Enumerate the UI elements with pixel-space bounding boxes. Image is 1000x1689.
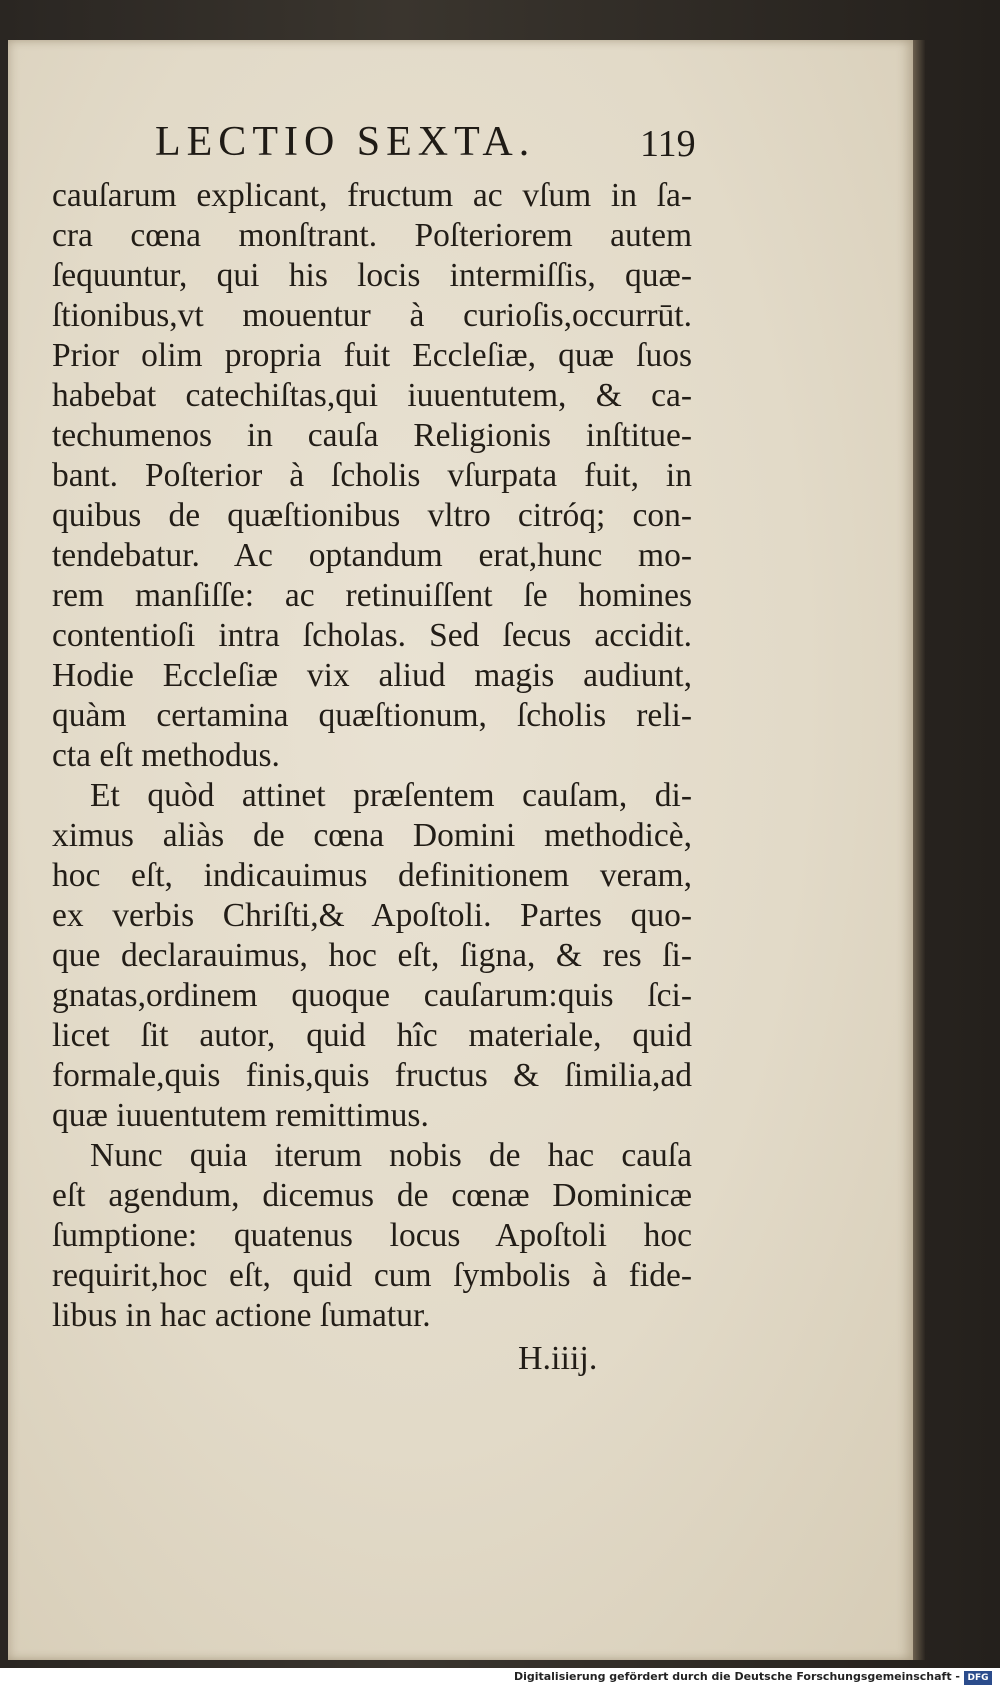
text-line: licet ſit autor, quid hîc materiale, quid xyxy=(52,1017,692,1054)
footer-bar xyxy=(0,1668,1000,1689)
text-line: cauſarum explicant, fructum ac vſum in ſa- xyxy=(52,177,692,214)
dfg-logo-icon: DFG xyxy=(964,1671,992,1685)
text-line: quàm certamina quæſtionum, ſcholis reli- xyxy=(52,697,692,734)
text-line: Nunc quia iterum nobis de hac cauſa xyxy=(90,1137,692,1174)
text-line: bant. Poſterior à ſcholis vſurpata fuit, in xyxy=(52,457,692,494)
text-line: ſtionibus,vt mouentur à curioſis,occurrūt. xyxy=(52,297,692,334)
text-line: tendebatur. Ac optandum erat,hunc mo- xyxy=(52,537,692,574)
text-line: Hodie Eccleſiæ vix aliud magis audiunt, xyxy=(52,657,692,694)
text-line: rem manſiſſe: ac retinuiſſent ſe homines xyxy=(52,577,692,614)
text-line: techumenos in cauſa Religionis inſtitue- xyxy=(52,417,692,454)
text-line: cra cœna monſtrant. Poſteriorem autem xyxy=(52,217,692,254)
text-line: requirit,hoc eſt, quid cum ſymbolis à fide- xyxy=(52,1257,692,1294)
text-line: libus in hac actione ſumatur. xyxy=(52,1297,431,1334)
text-line: ximus aliàs de cœna Domini methodicè, xyxy=(52,817,692,854)
page-header xyxy=(55,118,696,178)
text-line: que declarauimus, hoc eſt, ſigna, & res ſi- xyxy=(52,937,692,974)
text-line: quæ iuuentutem remittimus. xyxy=(52,1097,429,1134)
text-line: ſequuntur, qui his locis intermiſſis, quæ- xyxy=(52,257,692,294)
text-line: eſt agendum, dicemus de cœnæ Dominicæ xyxy=(52,1177,692,1214)
text-line: ſumptione: quatenus locus Apoſtoli hoc xyxy=(52,1217,692,1254)
page-edge xyxy=(913,40,925,1660)
text-line: formale,quis finis,quis fructus & ſimilia,ad xyxy=(52,1057,692,1094)
text-line: cta eſt methodus. xyxy=(52,737,280,774)
page-number: 119 xyxy=(640,123,696,165)
text-line: hoc eſt, indicauimus definitionem veram, xyxy=(52,857,692,894)
body-text xyxy=(52,176,692,1336)
digitization-credit: Digitalisierung gefördert durch die Deutsche Forschungsgemeinschaft - xyxy=(513,1670,960,1683)
text-line: habebat catechiſtas,qui iuuentutem, & ca- xyxy=(52,377,692,414)
text-line: ex verbis Chriſti,& Apoſtoli. Partes quo- xyxy=(52,897,692,934)
text-line: contentioſi intra ſcholas. Sed ſecus accidit. xyxy=(52,617,692,654)
text-line: Prior olim propria fuit Eccleſiæ, quæ ſuos xyxy=(52,337,692,374)
signature-mark: H.iiij. xyxy=(518,1340,598,1377)
text-line: gnatas,ordinem quoque cauſarum:quis ſci- xyxy=(52,977,692,1014)
text-line: quibus de quæſtionibus vltro citróq; con- xyxy=(52,497,692,534)
running-title: LECTIO SEXTA. xyxy=(155,119,536,165)
text-line: Et quòd attinet præſentem cauſam, di- xyxy=(90,777,692,814)
